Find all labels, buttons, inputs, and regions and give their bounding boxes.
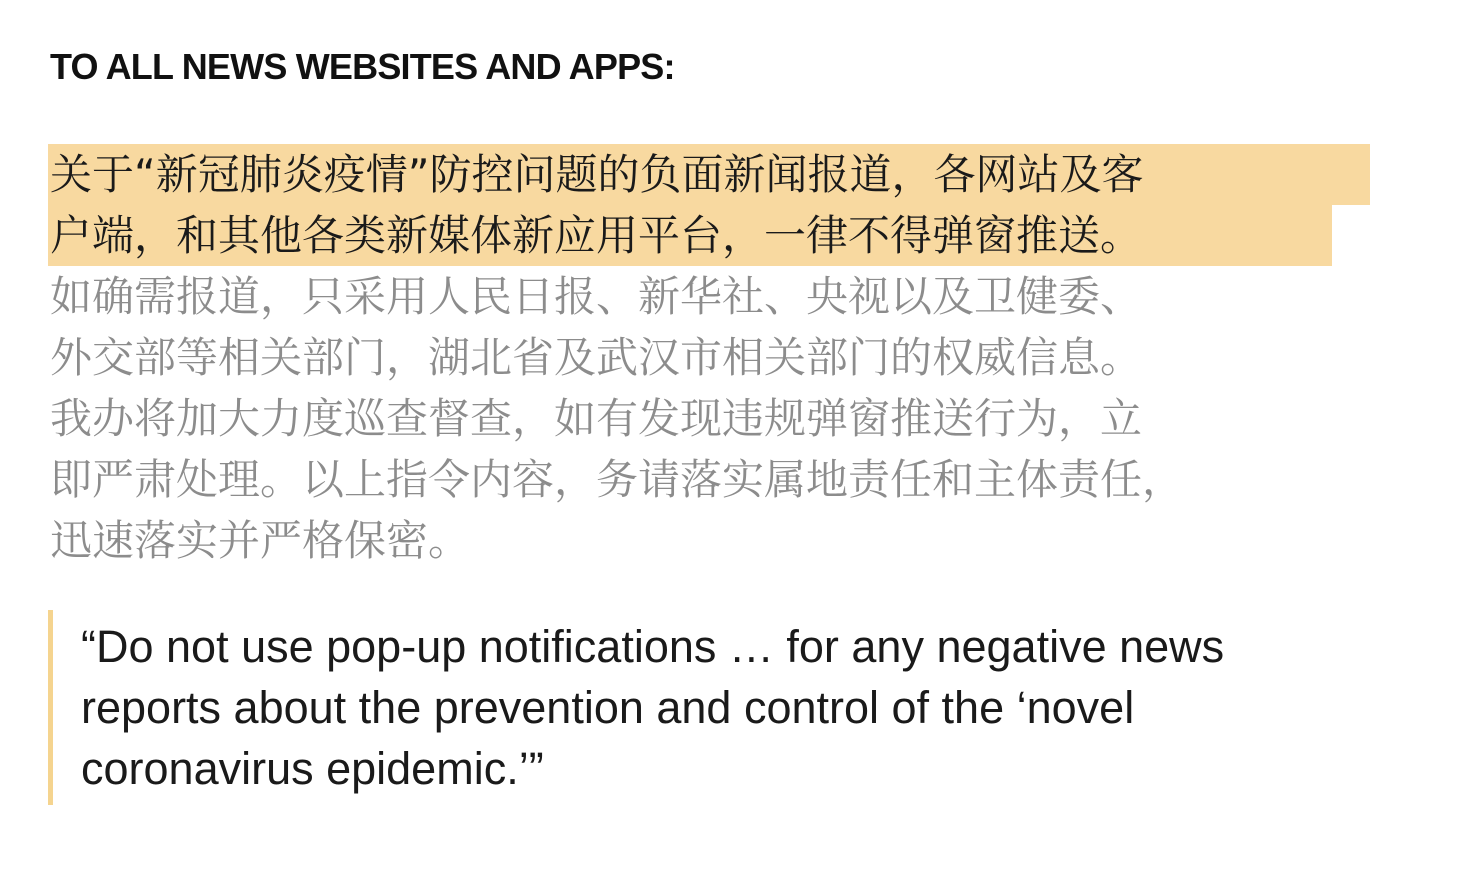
- muted-line: 如确需报道，只采用人民日报、新华社、央视以及卫健委、: [50, 272, 1143, 321]
- highlighted-line: 户端，和其他各类新媒体新应用平台，一律不得弹窗推送。: [48, 205, 1332, 266]
- page-heading: TO ALL NEWS WEBSITES AND APPS:: [50, 46, 675, 87]
- muted-line: 我办将加大力度巡查督查，如有发现违规弹窗推送行为，立: [50, 394, 1143, 443]
- translation-blockquote: [48, 610, 1353, 805]
- muted-line: 即严肃处理。以上指令内容，务请落实属地责任和主体责任，: [50, 455, 1185, 504]
- highlighted-line: 关于“新冠肺炎疫情”防控问题的负面新闻报道，各网站及客: [48, 144, 1370, 205]
- muted-line: 外交部等相关部门，湖北省及武汉市相关部门的权威信息。: [50, 333, 1143, 382]
- muted-line: 迅速落实并严格保密。: [50, 516, 471, 565]
- translation-quote-text: “Do not use pop-up notifications … for any negative news reports about the prevention and control of the ‘novel coronavirus epidemic.’”: [81, 621, 1225, 794]
- chinese-directive: [48, 144, 1378, 571]
